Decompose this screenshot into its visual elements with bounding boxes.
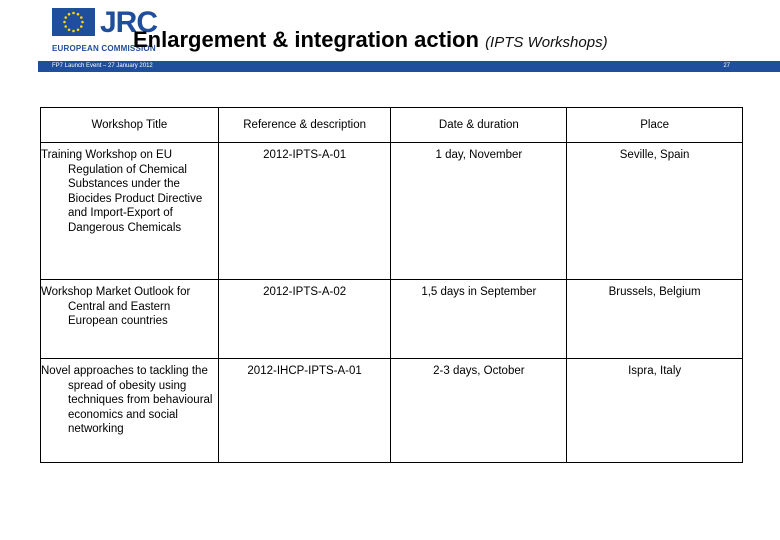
workshop-title-cell xyxy=(41,143,219,280)
eu-flag-icon xyxy=(52,8,95,36)
title-subtitle: (IPTS Workshops) xyxy=(485,34,608,51)
reference-cell: 2012-IPTS-A-01 xyxy=(218,143,391,280)
workshop-title: Novel approaches to tackling the spread of obesity using techniques from behavioural economics and social networking xyxy=(41,365,213,435)
workshop-title-cell xyxy=(41,359,219,463)
workshop-title: Workshop Market Outlook for Central and Eastern European countries xyxy=(41,286,191,327)
date-cell: 2-3 days, October xyxy=(391,359,567,463)
date-cell: 1 day, November xyxy=(391,143,567,280)
table-header-row xyxy=(41,108,743,143)
page-title xyxy=(133,27,608,56)
jrc-wordmark: JRC xyxy=(100,6,158,39)
place-cell: Brussels, Belgium xyxy=(567,280,743,359)
column-header: Reference & description xyxy=(218,108,391,143)
table-row xyxy=(41,143,743,280)
table-row xyxy=(41,280,743,359)
table-row xyxy=(41,359,743,463)
workshops-table xyxy=(40,107,743,463)
header-bar xyxy=(38,61,780,72)
event-label: FP7 Launch Event – 27 January 2012 xyxy=(52,63,153,69)
workshop-title: Training Workshop on EU Regulation of Chemical Substances under the Biocides Product Directive and Import-Export of Dangerous Chemicals xyxy=(41,149,203,234)
reference-cell: 2012-IPTS-A-02 xyxy=(218,280,391,359)
european-commission-label: EUROPEAN COMMISSION xyxy=(52,44,156,53)
column-header: Date & duration xyxy=(391,108,567,143)
reference-cell: 2012-IHCP-IPTS-A-01 xyxy=(218,359,391,463)
date-cell: 1,5 days in September xyxy=(391,280,567,359)
place-cell: Seville, Spain xyxy=(567,143,743,280)
place-cell: Ispra, Italy xyxy=(567,359,743,463)
page-number: 27 xyxy=(723,63,730,69)
title-main: Enlargement & integration action xyxy=(133,27,479,52)
column-header: Workshop Title xyxy=(41,108,219,143)
workshop-title-cell xyxy=(41,280,219,359)
column-header: Place xyxy=(567,108,743,143)
